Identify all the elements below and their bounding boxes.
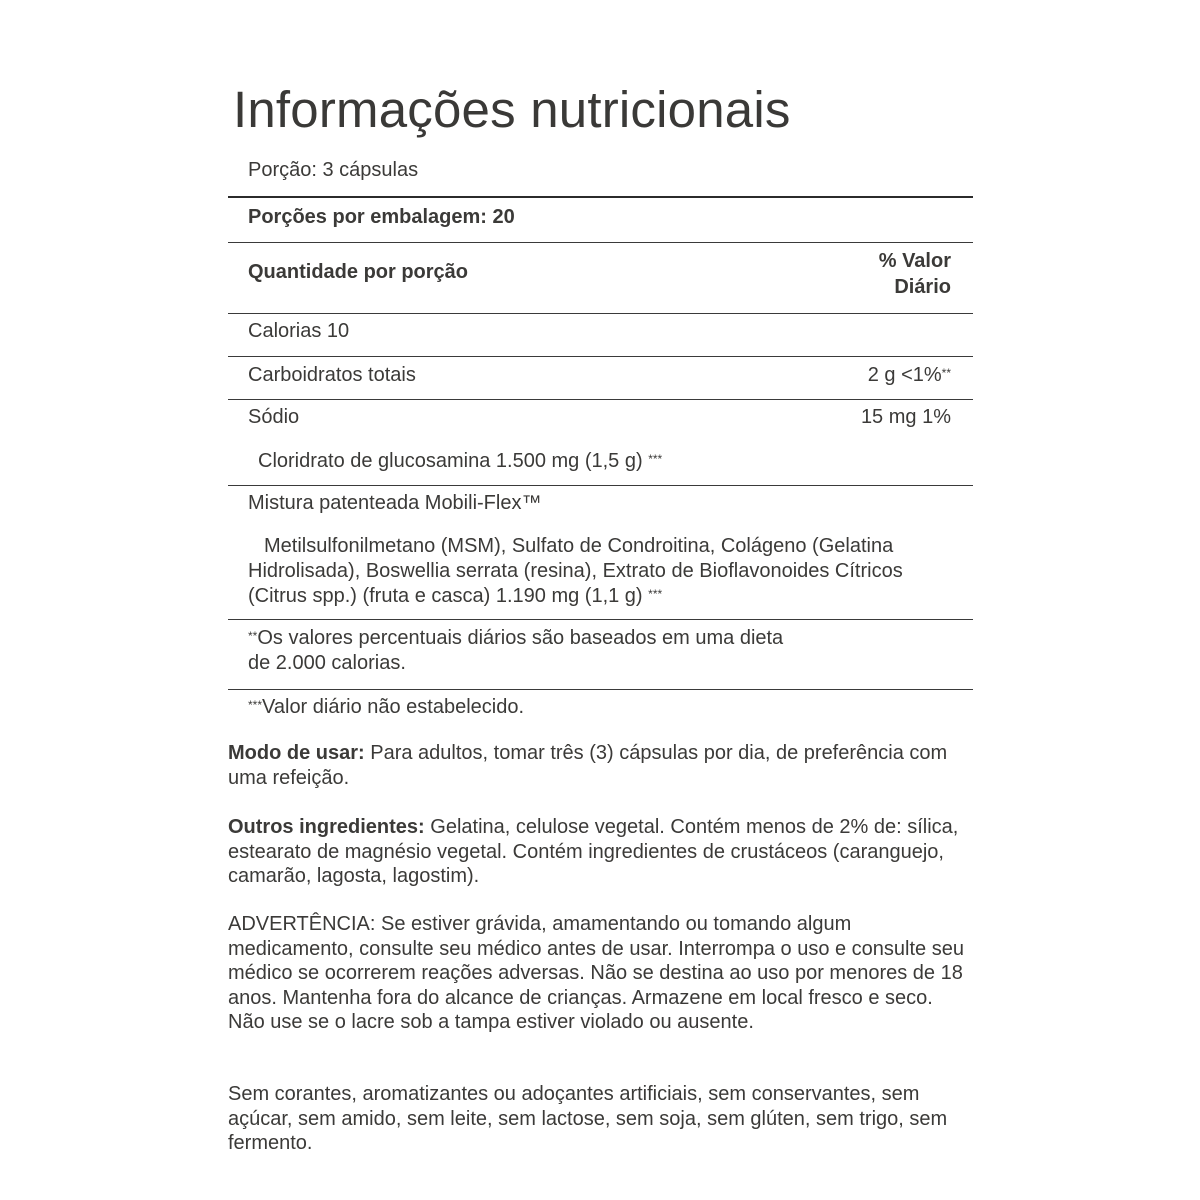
footnote-not-established-text: Valor diário não estabelecido. — [262, 696, 525, 718]
blend-footnote-mark: *** — [648, 587, 663, 601]
other-ingredients-paragraph — [228, 815, 973, 889]
sodium-row — [228, 400, 973, 486]
daily-value-header-line1: % Valor — [878, 250, 951, 272]
serving-size-row — [228, 148, 973, 198]
usage-paragraph — [228, 741, 973, 790]
usage-label: Modo de usar: — [228, 742, 365, 764]
servings-per-package-row — [228, 198, 973, 243]
other-ingredients-text: Gelatina, celulose vegetal. Contém menos de 2% de: sílica, estearato de magnésio vegetal. Contém ingredientes de crustáceos (caranguejo, camarão, lagosta, lagostim). — [228, 816, 959, 887]
footnote-not-established-mark: *** — [248, 698, 263, 712]
glucosamine-footnote-mark: *** — [648, 452, 663, 466]
serving-size: Porção: 3 cápsulas — [248, 159, 419, 181]
sodium-label: Sódio — [248, 406, 300, 428]
warning-paragraph: ADVERTÊNCIA: Se estiver grávida, amamentando ou tomando algum medicamento, consulte seu médico antes de usar. Interrompa o uso e consulte seu médico se ocorrerem reações adversas. Não se destina ao uso por menores de 18 anos. Mantenha fora do alcance de crianças. Armazene em local fresco e seco. Não use se o lacre sob a tampa estiver violado ou ausente. — [228, 913, 964, 1033]
free-from-paragraph: Sem corantes, aromatizantes ou adoçantes artificiais, sem conservantes, sem açúcar, sem amido, sem leite, sem lactose, sem soja, sem glúten, sem trigo, sem fermento. — [228, 1083, 948, 1154]
usage-text: Para adultos, tomar três (3) cápsulas por dia, de preferência com uma refeição. — [228, 742, 948, 789]
carbs-value: 2 g <1% — [867, 364, 942, 386]
footnote-daily-values-mark: ** — [248, 629, 258, 643]
sodium-value: 15 mg 1% — [860, 406, 951, 428]
other-ingredients-label: Outros ingredientes: — [228, 816, 425, 838]
carbohydrates-row — [228, 357, 973, 400]
calories: Calorias 10 — [248, 320, 350, 342]
footnote-daily-values — [248, 626, 808, 676]
blend-detail: Metilsulfonilmetano (MSM), Sulfato de Condroitina, Colágeno (Gelatina Hidrolisada), Boswellia serrata (resina), Extrato de Bioflavonoides Cítricos (Citrus spp.) (fruta e casca) 1.190 mg (1,1 g) — [248, 535, 903, 607]
carbs-footnote-mark: ** — [941, 366, 951, 380]
glucosamine-text: Cloridrato de glucosamina 1.500 mg (1,5 g) — [258, 450, 643, 472]
daily-value-header-line2: Diário — [894, 276, 951, 298]
footnote-daily-values-row — [228, 620, 973, 690]
servings-per-package: Porções por embalagem: 20 — [248, 206, 515, 228]
blend-detail-group — [248, 534, 953, 609]
page-title: Informações nutricionais — [233, 81, 791, 139]
calories-row — [228, 314, 973, 357]
blend-row — [228, 486, 973, 620]
daily-value-header — [879, 248, 951, 300]
footnote-not-established-row — [228, 690, 973, 738]
table-header-row — [228, 243, 973, 314]
carbs-label: Carboidratos totais — [248, 364, 416, 386]
nutrition-table — [228, 148, 973, 738]
quantity-header: Quantidade por porção — [248, 261, 469, 283]
blend-label: Mistura patenteada Mobili-Flex™ — [248, 492, 542, 514]
glucosamine-group — [258, 449, 662, 474]
carbs-value-group — [868, 363, 951, 388]
footnote-daily-values-text: Os valores percentuais diários são baseados em uma dieta de 2.000 calorias. — [248, 627, 784, 674]
